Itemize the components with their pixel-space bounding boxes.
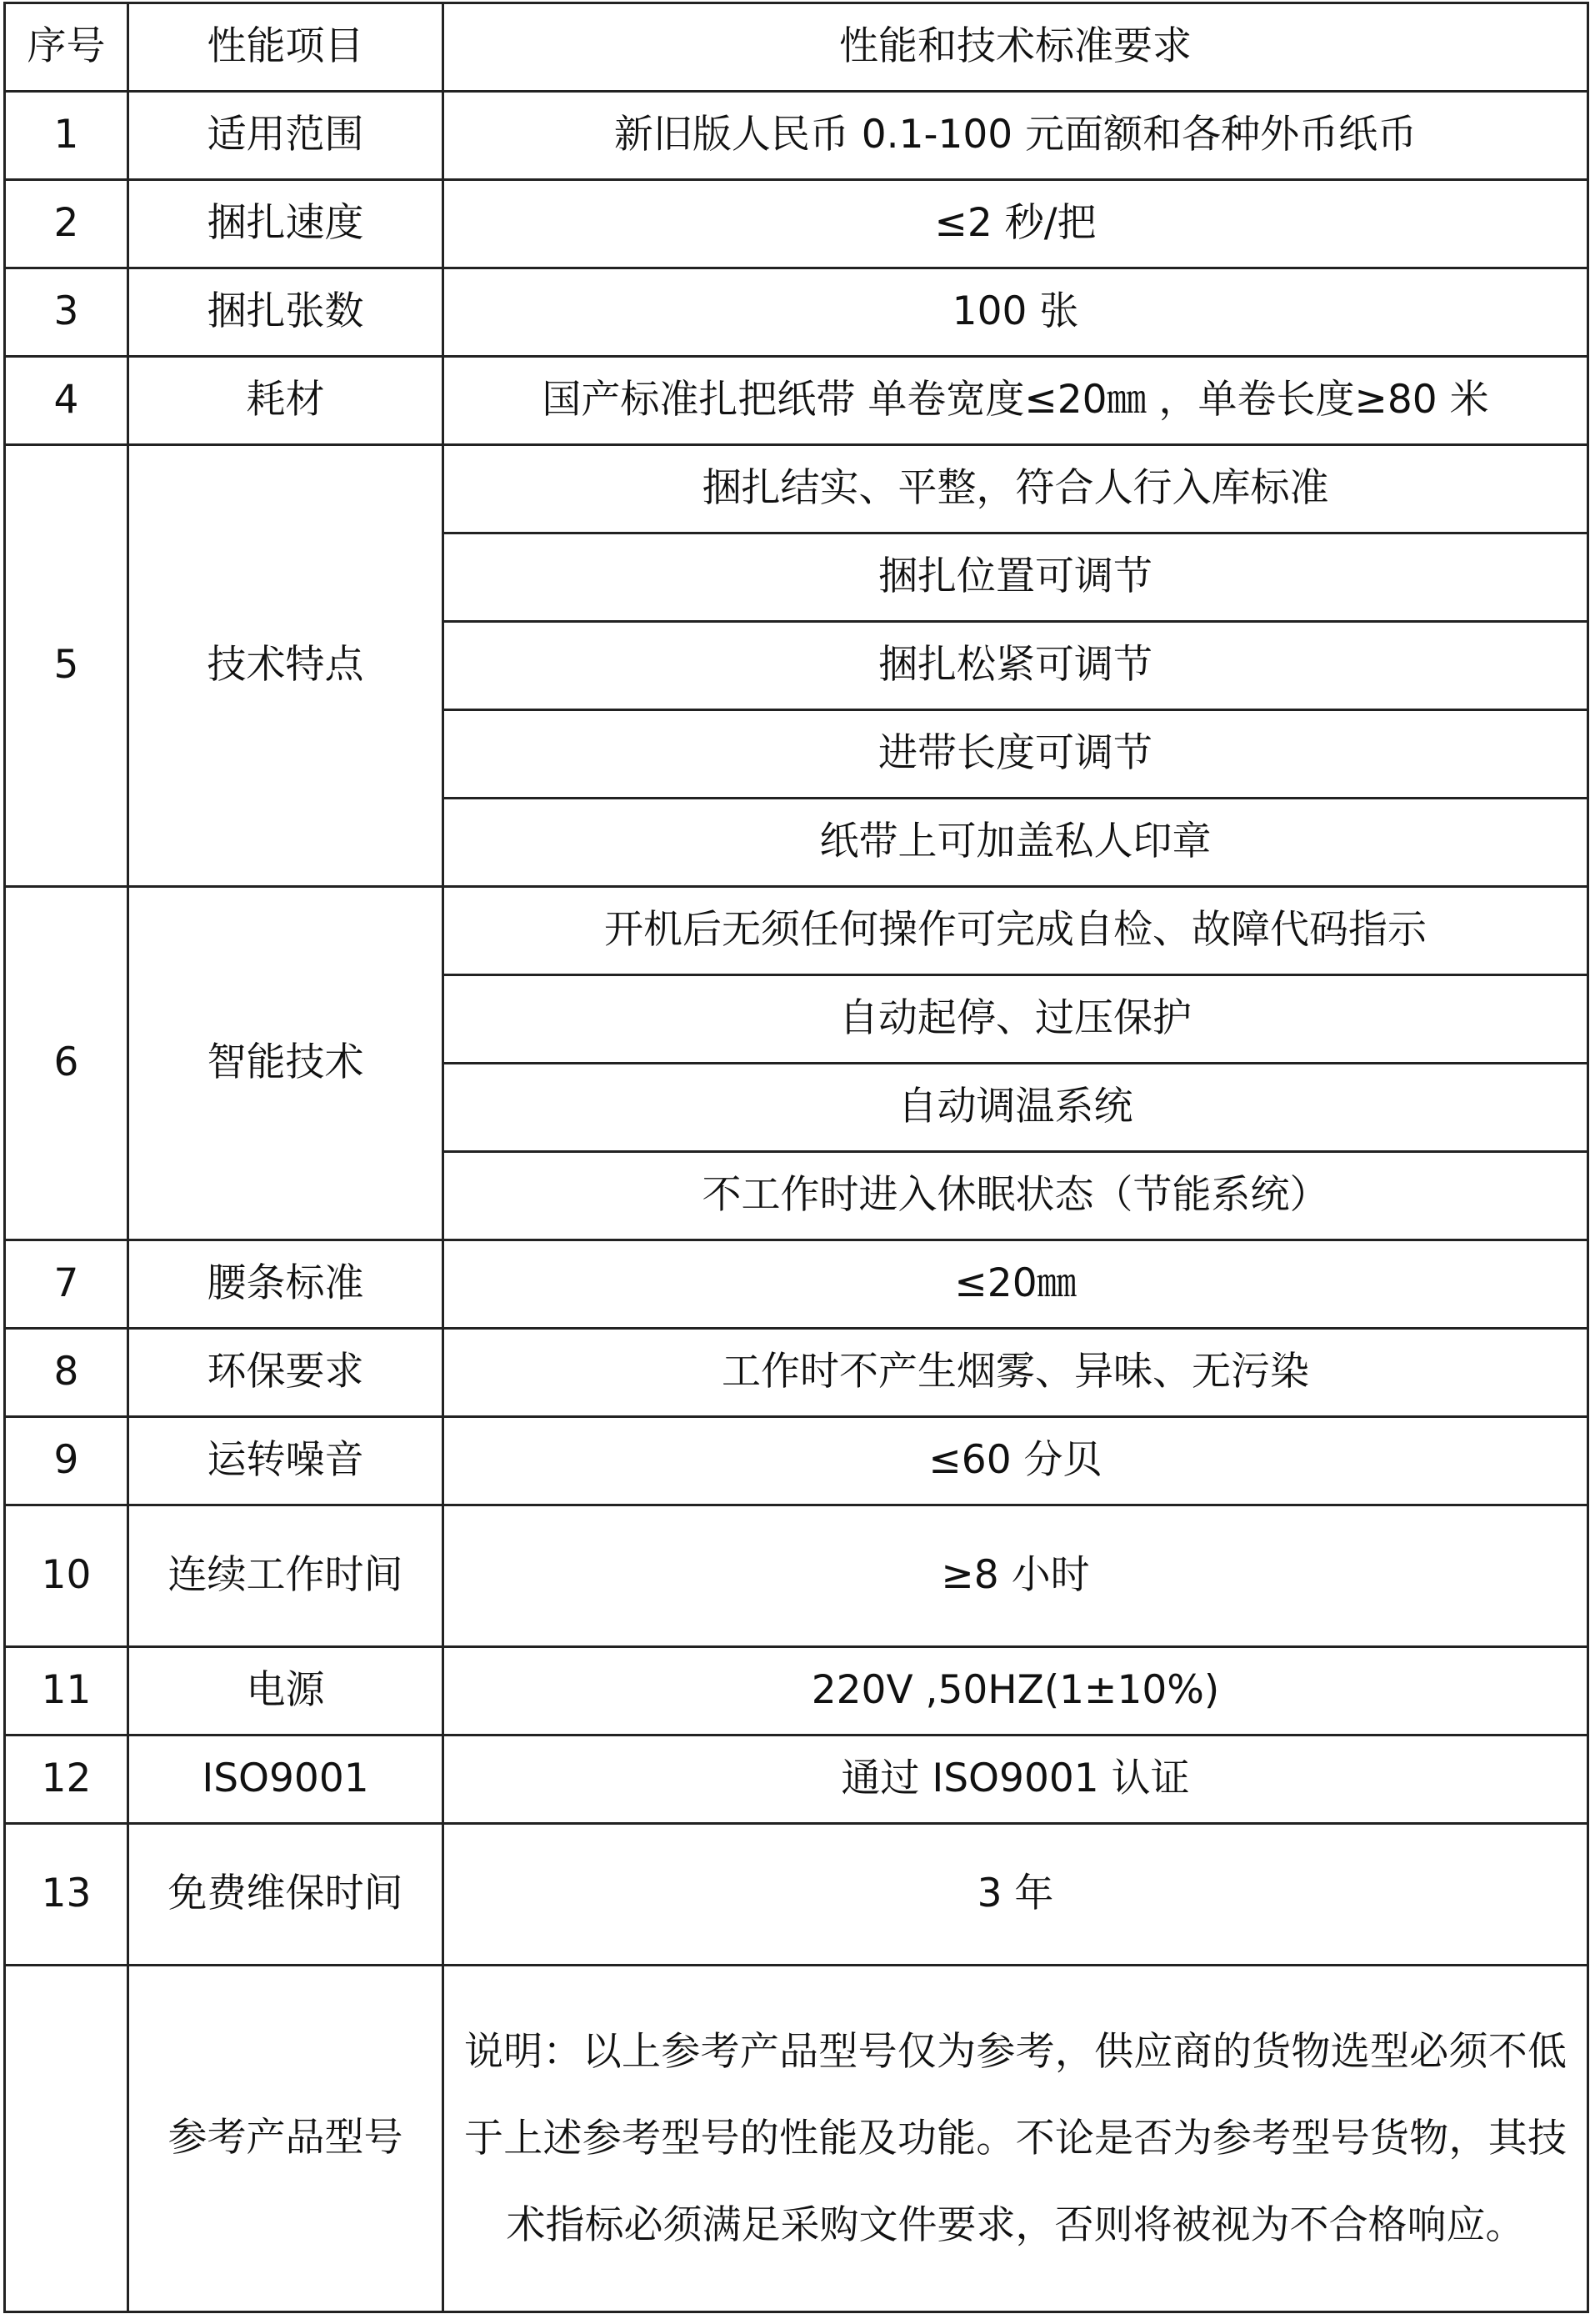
requirement-cell: 工作时不产生烟雾、异味、无污染: [443, 1329, 1588, 1417]
requirement-cell: 自动调温系统: [443, 1064, 1588, 1152]
table-row: [5, 1329, 1588, 1417]
table-row: [5, 445, 1588, 533]
performance-item: 捆扎速度: [128, 180, 443, 268]
performance-item: 捆扎张数: [128, 268, 443, 357]
performance-item: 环保要求: [128, 1329, 443, 1417]
row-number: 10: [5, 1505, 128, 1647]
row-number: 9: [5, 1417, 128, 1505]
requirement-cell: 捆扎位置可调节: [443, 533, 1588, 622]
performance-item: 免费维保时间: [128, 1824, 443, 1966]
header-item: 性能项目: [128, 3, 443, 92]
table-row: [5, 1240, 1588, 1329]
performance-item: 连续工作时间: [128, 1505, 443, 1647]
row-number: 4: [5, 357, 128, 445]
requirement-cell: ≥8 小时: [443, 1505, 1588, 1647]
table-row: [5, 357, 1588, 445]
requirement-cell: 220V ,50HZ(1±10%): [443, 1647, 1588, 1735]
performance-item: 腰条标准: [128, 1240, 443, 1329]
requirement-cell: 进带长度可调节: [443, 710, 1588, 799]
requirement-cell: 捆扎松紧可调节: [443, 622, 1588, 710]
reference-note: 说明：以上参考产品型号仅为参考，供应商的货物选型必须不低于上述参考型号的性能及功能。不论是否为参考型号货物，其技术指标必须满足采购文件要求，否则将被视为不合格响应。: [443, 1966, 1588, 2312]
table-row: [5, 1505, 1588, 1647]
row-number: 13: [5, 1824, 128, 1966]
table-row: [5, 1647, 1588, 1735]
requirement-cell: ≤20㎜: [443, 1240, 1588, 1329]
row-number: 2: [5, 180, 128, 268]
table-row: [5, 1824, 1588, 1966]
table-row: [5, 1966, 1588, 2312]
requirement-cell: 开机后无须任何操作可完成自检、故障代码指示: [443, 887, 1588, 975]
performance-item: 参考产品型号: [128, 1966, 443, 2312]
row-number: 5: [5, 445, 128, 887]
performance-item: 运转噪音: [128, 1417, 443, 1505]
requirement-cell: 100 张: [443, 268, 1588, 357]
row-number: 3: [5, 268, 128, 357]
performance-item: 智能技术: [128, 887, 443, 1240]
header-row: [5, 3, 1588, 92]
table-row: [5, 887, 1588, 975]
requirement-cell: 国产标准扎把纸带 单卷宽度≤20㎜ ，单卷长度≥80 米: [443, 357, 1588, 445]
header-no: 序号: [5, 3, 128, 92]
requirement-cell: 自动起停、过压保护: [443, 975, 1588, 1064]
requirement-cell: ≤60 分贝: [443, 1417, 1588, 1505]
row-number: 8: [5, 1329, 128, 1417]
row-number: 7: [5, 1240, 128, 1329]
table-row: [5, 180, 1588, 268]
requirement-cell: ≤2 秒/把: [443, 180, 1588, 268]
performance-item: 适用范围: [128, 92, 443, 180]
requirement-cell: 捆扎结实、平整，符合人行入库标准: [443, 445, 1588, 533]
row-number: 1: [5, 92, 128, 180]
table-row: [5, 92, 1588, 180]
spec-table-body: [5, 3, 1588, 2312]
requirement-cell: 不工作时进入休眠状态（节能系统）: [443, 1152, 1588, 1240]
performance-item: ISO9001: [128, 1735, 443, 1824]
row-number: [5, 1966, 128, 2312]
requirement-cell: 新旧版人民币 0.1-100 元面额和各种外币纸币: [443, 92, 1588, 180]
row-number: 6: [5, 887, 128, 1240]
spec-table: [3, 2, 1589, 2313]
performance-item: 电源: [128, 1647, 443, 1735]
requirement-cell: 3 年: [443, 1824, 1588, 1966]
row-number: 11: [5, 1647, 128, 1735]
table-row: [5, 1735, 1588, 1824]
table-row: [5, 268, 1588, 357]
table-row: [5, 1417, 1588, 1505]
performance-item: 耗材: [128, 357, 443, 445]
row-number: 12: [5, 1735, 128, 1824]
performance-item: 技术特点: [128, 445, 443, 887]
requirement-cell: 通过 ISO9001 认证: [443, 1735, 1588, 1824]
header-requirement: 性能和技术标准要求: [443, 3, 1588, 92]
requirement-cell: 纸带上可加盖私人印章: [443, 799, 1588, 887]
